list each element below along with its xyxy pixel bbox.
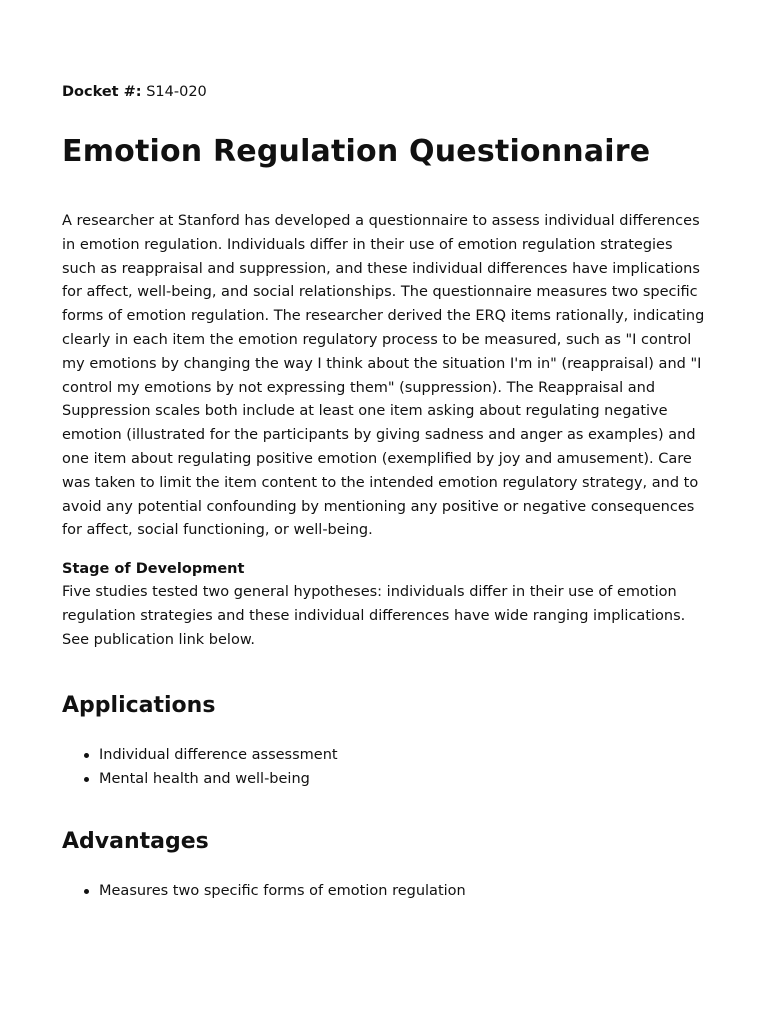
applications-heading: Applications <box>62 692 216 718</box>
advantages-heading: Advantages <box>62 828 209 854</box>
list-item <box>84 767 710 791</box>
bullet-icon <box>84 889 89 894</box>
docket-line <box>62 82 710 102</box>
list-item-text: Measures two specific forms of emotion regulation <box>99 882 466 899</box>
list-item-text: Mental health and well-being <box>99 770 310 787</box>
docket-number: S14-020 <box>146 84 207 100</box>
bullet-icon <box>84 753 89 758</box>
applications-list <box>84 743 710 791</box>
list-item <box>84 879 710 903</box>
advantages-list <box>84 879 710 903</box>
page-title: Emotion Regulation Questionnaire <box>62 134 651 169</box>
stage-of-development-text: Five studies tested two general hypotheses: individuals differ in their use of emotion regulation strategies and these individual differences have wide ranging implications. See publication link below. <box>62 584 686 648</box>
intro-paragraph: A researcher at Stanford has developed a questionnaire to assess individual differences in emotion regulation. Individuals differ in their use of emotion regulation strategies such as reappraisal and suppression, and these individual differences have implications for affect, well-being, and social relationships. The questionnaire measures two specific forms of emotion regulation. The researcher derived the ERQ items rationally, indicating clearly in each item the emotion regulatory process to be measured, such as "I control my emotions by changing the way I think about the situation I'm in" (reappraisal) and "I control my emotions by not expressing them" (suppression). The Reappraisal and Suppression scales both include at least one item asking about regulating negative emotion (illustrated for the participants by giving sadness and anger as examples) and one item about regulating positive emotion (exemplified by joy and amusement). Care was taken to limit the item content to the intended emotion regulatory strategy, and to avoid any potential confounding by mentioning any positive or negative consequences for affect, social functioning, or well-being. <box>62 213 705 539</box>
list-item <box>84 743 710 767</box>
stage-of-development-heading: Stage of Development <box>62 561 245 578</box>
list-item-text: Individual difference assessment <box>99 746 338 763</box>
bullet-icon <box>84 777 89 782</box>
docket-label: Docket #: <box>62 84 142 100</box>
